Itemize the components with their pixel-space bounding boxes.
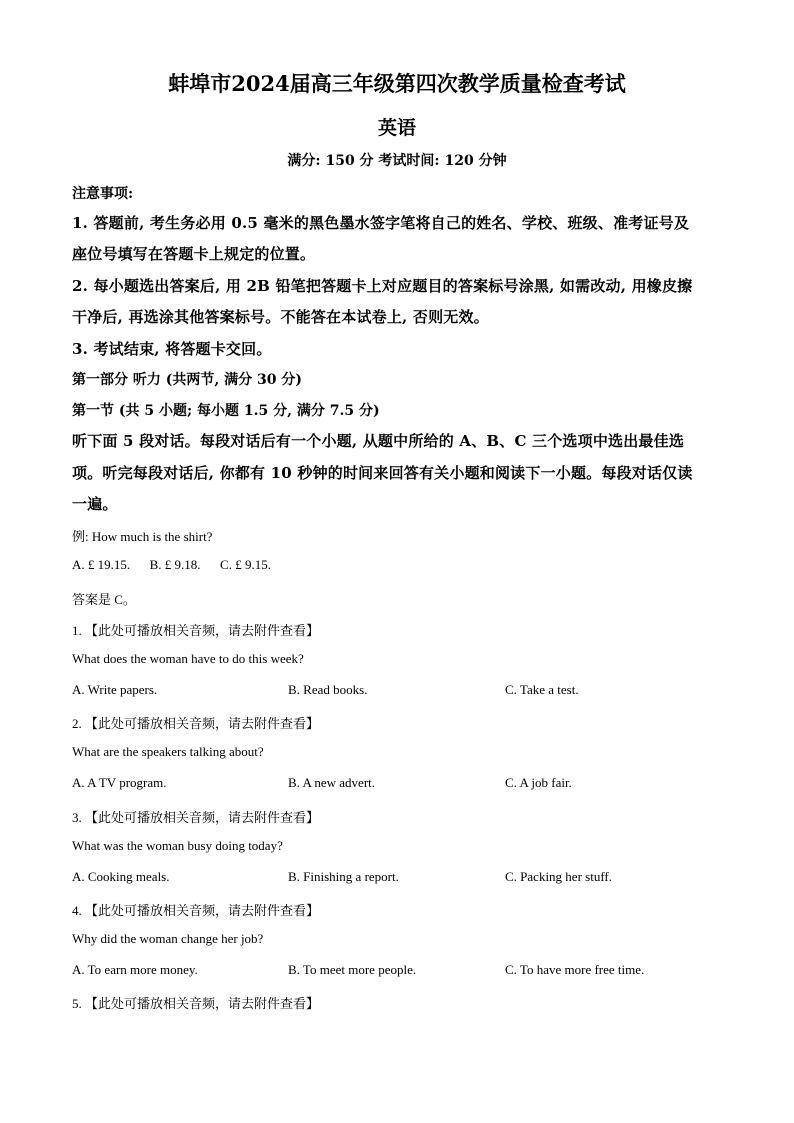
- question-3-audio: 3. 【此处可播放相关音频，请去附件查看】: [72, 810, 320, 825]
- exam-title: 蚌埠市2024届高三年级第四次教学质量检查考试: [168, 71, 626, 96]
- notice-item-2-line-1: 2. 每小题选出答案后, 用 2B 铅笔把答题卡上对应题目的答案标号涂黑, 如需改动, 用橡皮擦: [72, 277, 693, 295]
- notice-item-2-line-2: 干净后, 再选涂其他答案标号。不能答在本试卷上, 否则无效。: [72, 308, 489, 326]
- question-4-option-a: A. To earn more money.: [72, 962, 198, 977]
- question-2-option-c: C. A job fair.: [505, 775, 572, 790]
- example-options: A. £ 19.15. B. £ 9.18. C. £ 9.15.: [72, 557, 271, 572]
- question-3-option-b: B. Finishing a report.: [288, 869, 399, 884]
- section-1-heading: 第一节 (共 5 小题; 每小题 1.5 分, 满分 7.5 分): [72, 403, 380, 419]
- question-4-option-c: C. To have more free time.: [505, 962, 645, 977]
- instructions-line-3: 一遍。: [72, 495, 118, 513]
- question-2-option-a: A. A TV program.: [72, 775, 167, 790]
- part-1-heading: 第一部分 听力 (共两节, 满分 30 分): [72, 372, 302, 388]
- notice-item-1-line-2: 座位号填写在答题卡上规定的位置。: [72, 245, 316, 263]
- instructions-line-1: 听下面 5 段对话。每段对话后有一个小题, 从题中所给的 A、B、C 三个选项中选出最佳选: [72, 432, 685, 450]
- question-2-audio: 2. 【此处可播放相关音频，请去附件查看】: [72, 716, 320, 731]
- question-1-text: What does the woman have to do this week?: [72, 651, 304, 666]
- subject-title: 英语: [377, 117, 416, 139]
- notice-item-1-line-1: 1. 答题前, 考生务必用 0.5 毫米的黑色墨水签字笔将自己的姓名、学校、班级、准考证号及: [72, 214, 690, 232]
- question-5-audio: 5. 【此处可播放相关音频，请去附件查看】: [72, 996, 320, 1011]
- question-2-option-b: B. A new advert.: [288, 775, 376, 790]
- question-4-option-b: B. To meet more people.: [288, 962, 417, 977]
- example-answer: 答案是 C。: [72, 592, 136, 607]
- question-1-option-a: A. Write papers.: [72, 682, 158, 697]
- notice-item-3: 3. 考试结束, 将答题卡交回。: [72, 340, 272, 358]
- question-4-text: Why did the woman change her job?: [72, 931, 264, 946]
- question-1-option-b: B. Read books.: [288, 682, 368, 697]
- notice-heading: 注意事项:: [72, 186, 134, 202]
- instructions-line-2: 项。听完每段对话后, 你都有 10 秒钟的时间来回答有关小题和阅读下一小题。每段对话仅读: [72, 464, 693, 482]
- score-info: 满分: 150 分 考试时间: 120 分钟: [287, 153, 507, 169]
- example-question: 例: How much is the shirt?: [72, 529, 213, 544]
- question-3-text: What was the woman busy doing today?: [72, 838, 283, 853]
- question-2-text: What are the speakers talking about?: [72, 744, 264, 759]
- question-4-audio: 4. 【此处可播放相关音频，请去附件查看】: [72, 903, 320, 918]
- question-3-option-a: A. Cooking meals.: [72, 869, 170, 884]
- question-1-option-c: C. Take a test.: [505, 682, 579, 697]
- question-1-audio: 1. 【此处可播放相关音频，请去附件查看】: [72, 623, 320, 638]
- question-3-option-c: C. Packing her stuff.: [505, 869, 612, 884]
